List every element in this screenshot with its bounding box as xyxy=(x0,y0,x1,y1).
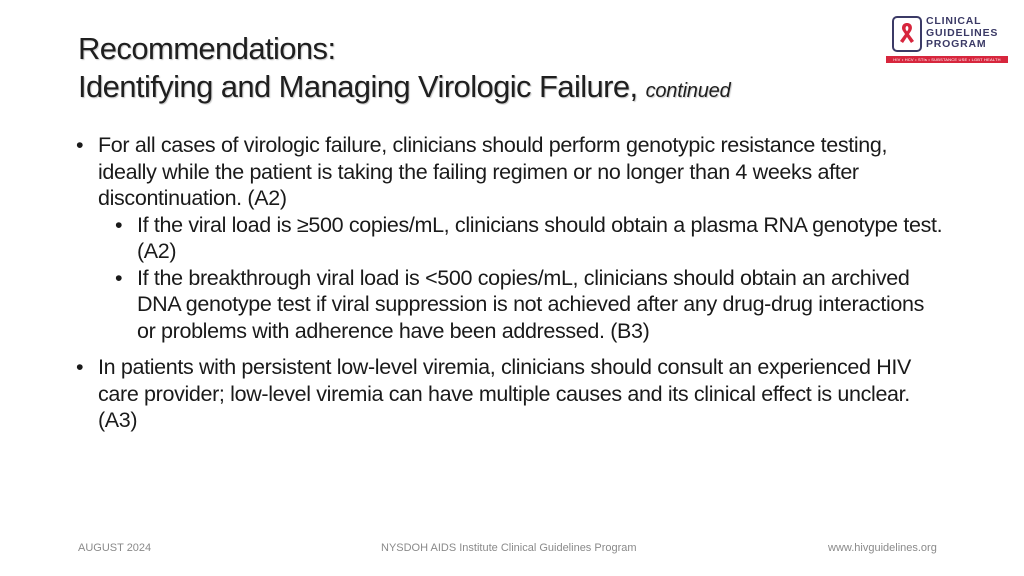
title-main-text: Identifying and Managing Virologic Failure, xyxy=(78,69,638,104)
sub-bullet-item: • If the viral load is ≥500 copies/mL, clinicians should obtain a plasma RNA genotype test. (A2) xyxy=(115,212,946,265)
footer-url: www.hivguidelines.org xyxy=(828,542,937,554)
bullet-item: • In patients with persistent low-level viremia, clinicians should consult an experienced HIV care provider; low-level viremia can have multiple causes and its clinical effect is unclear. (A3) xyxy=(76,354,946,434)
slide-body xyxy=(76,132,946,434)
title-continued: continued xyxy=(645,80,731,102)
logo-wordmark xyxy=(926,16,998,51)
logo-word-guidelines: GUIDELINES xyxy=(926,26,999,39)
title-line-2 xyxy=(78,68,858,110)
logo-word-clinical: CLINICAL xyxy=(926,15,982,27)
slide-title xyxy=(78,30,858,110)
footer-date: AUGUST 2024 xyxy=(78,542,152,554)
clinical-guidelines-program-logo xyxy=(886,14,1008,66)
logo-word-program: PROGRAM xyxy=(926,38,987,50)
title-line-1: Recommendations: xyxy=(78,31,336,66)
logo-tagline: HIV • HCV • STIs • SUBSTANCE USE • LGBT HEALTH xyxy=(886,56,1008,63)
sub-bullet-item: • If the breakthrough viral load is <500 copies/mL, clinicians should obtain an archived DNA genotype test if viral suppression is not achieved after any drug-drug interactions or problems with adherence have been addressed. (B3) xyxy=(115,265,946,345)
ribbon-logo-icon xyxy=(892,16,922,52)
bullet-item: • For all cases of virologic failure, clinicians should perform genotypic resistance testing, ideally while the patient is taking the failing regimen or no longer than 4 weeks after discontinuation. (A2) xyxy=(76,132,946,212)
footer-program: NYSDOH AIDS Institute Clinical Guidelines Program xyxy=(381,542,637,554)
